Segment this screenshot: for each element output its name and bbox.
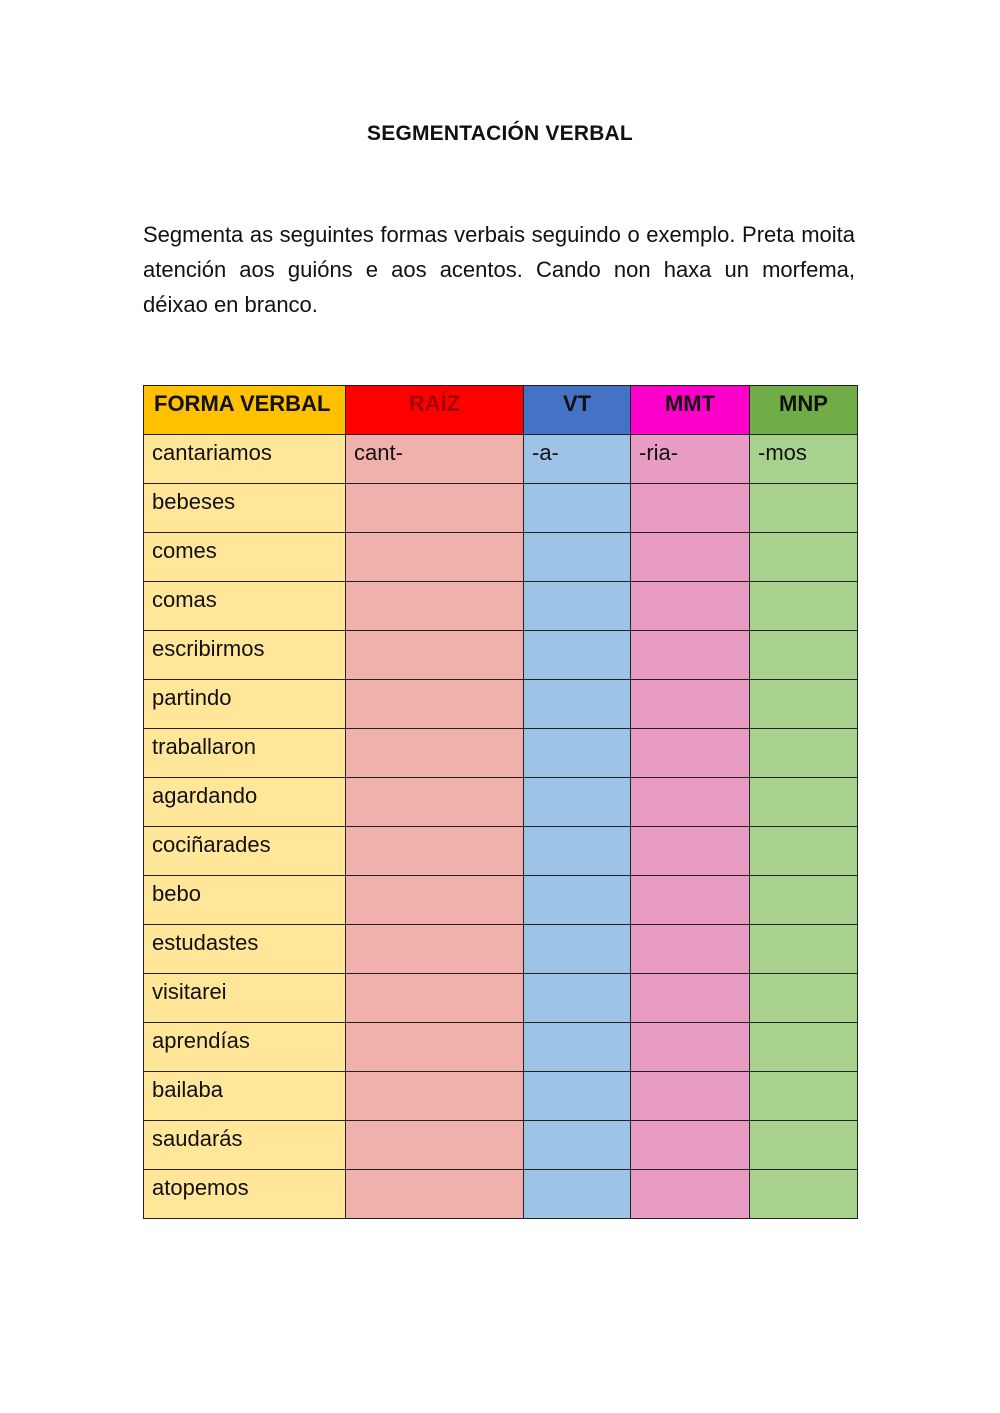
forma-verbal-cell: visitarei [144,974,346,1023]
mmt-cell[interactable] [631,1170,750,1219]
raiz-cell[interactable] [346,876,524,925]
mmt-cell[interactable] [631,631,750,680]
mmt-cell[interactable] [631,533,750,582]
table-row [144,1072,858,1121]
mnp-cell[interactable] [750,582,858,631]
forma-verbal-cell: bailaba [144,1072,346,1121]
table-row [144,533,858,582]
header-mmt: MMT [631,386,750,435]
vt-cell[interactable] [524,1072,631,1121]
mnp-cell[interactable] [750,778,858,827]
mnp-cell[interactable] [750,1170,858,1219]
table-row [144,974,858,1023]
table-row [144,435,858,484]
mnp-cell[interactable] [750,974,858,1023]
mnp-cell[interactable] [750,729,858,778]
table-row [144,631,858,680]
mmt-cell[interactable] [631,827,750,876]
mmt-cell[interactable] [631,1023,750,1072]
table-row [144,925,858,974]
raiz-cell[interactable] [346,974,524,1023]
raiz-cell[interactable] [346,533,524,582]
header-vt: VT [524,386,631,435]
forma-verbal-cell: agardando [144,778,346,827]
mmt-cell[interactable] [631,484,750,533]
raiz-cell[interactable] [346,1072,524,1121]
mnp-cell[interactable] [750,876,858,925]
table-row [144,680,858,729]
raiz-cell[interactable] [346,778,524,827]
mnp-cell[interactable] [750,1121,858,1170]
forma-verbal-cell: comes [144,533,346,582]
table-row [144,1121,858,1170]
raiz-cell[interactable] [346,729,524,778]
raiz-cell[interactable] [346,1023,524,1072]
forma-verbal-cell: cociñarades [144,827,346,876]
forma-verbal-cell: bebeses [144,484,346,533]
instructions-paragraph: Segmenta as seguintes formas verbais seguindo o exemplo. Preta moita atención aos guións e aos acentos. Cando non haxa un morfema, déixao en branco. [143,222,855,317]
table-row [144,582,858,631]
mnp-cell[interactable] [750,484,858,533]
vt-cell[interactable] [524,1170,631,1219]
mmt-cell: -ria- [631,435,750,484]
mnp-cell[interactable] [750,1023,858,1072]
mnp-cell[interactable] [750,1072,858,1121]
raiz-cell[interactable] [346,1121,524,1170]
raiz-cell[interactable] [346,631,524,680]
forma-verbal-cell: estudastes [144,925,346,974]
mnp-cell[interactable] [750,631,858,680]
mmt-cell[interactable] [631,1072,750,1121]
vt-cell: -a- [524,435,631,484]
forma-verbal-cell: bebo [144,876,346,925]
mmt-cell[interactable] [631,729,750,778]
vt-cell[interactable] [524,974,631,1023]
forma-verbal-cell: traballaron [144,729,346,778]
vt-cell[interactable] [524,582,631,631]
table-header-row [144,386,858,435]
verb-segmentation-table [143,385,858,1219]
forma-verbal-cell: comas [144,582,346,631]
mmt-cell[interactable] [631,680,750,729]
header-mnp: MNP [750,386,858,435]
mmt-cell[interactable] [631,778,750,827]
forma-verbal-cell: aprendías [144,1023,346,1072]
forma-verbal-cell: partindo [144,680,346,729]
table-body [144,435,858,1219]
vt-cell[interactable] [524,827,631,876]
forma-verbal-cell: atopemos [144,1170,346,1219]
vt-cell[interactable] [524,1121,631,1170]
raiz-cell[interactable] [346,925,524,974]
mmt-cell[interactable] [631,876,750,925]
table-row [144,778,858,827]
mnp-cell[interactable] [750,925,858,974]
table-row [144,827,858,876]
forma-verbal-cell: escribirmos [144,631,346,680]
forma-verbal-cell: saudarás [144,1121,346,1170]
mnp-cell[interactable] [750,827,858,876]
vt-cell[interactable] [524,729,631,778]
vt-cell[interactable] [524,876,631,925]
forma-verbal-cell: cantariamos [144,435,346,484]
table-row [144,729,858,778]
table-row [144,876,858,925]
raiz-cell[interactable] [346,484,524,533]
table-row [144,484,858,533]
raiz-cell: cant- [346,435,524,484]
mmt-cell[interactable] [631,925,750,974]
mnp-cell[interactable] [750,533,858,582]
page-title: SEGMENTACIÓN VERBAL [367,122,633,145]
vt-cell[interactable] [524,533,631,582]
mnp-cell[interactable] [750,680,858,729]
vt-cell[interactable] [524,925,631,974]
vt-cell[interactable] [524,484,631,533]
mmt-cell[interactable] [631,974,750,1023]
raiz-cell[interactable] [346,680,524,729]
raiz-cell[interactable] [346,582,524,631]
vt-cell[interactable] [524,778,631,827]
vt-cell[interactable] [524,1023,631,1072]
header-raiz: RAÍZ [346,386,524,435]
raiz-cell[interactable] [346,1170,524,1219]
table-row [144,1023,858,1072]
vt-cell[interactable] [524,680,631,729]
mmt-cell[interactable] [631,582,750,631]
mnp-cell: -mos [750,435,858,484]
header-forma-verbal: FORMA VERBAL [144,386,346,435]
raiz-cell[interactable] [346,827,524,876]
mmt-cell[interactable] [631,1121,750,1170]
vt-cell[interactable] [524,631,631,680]
table-row [144,1170,858,1219]
